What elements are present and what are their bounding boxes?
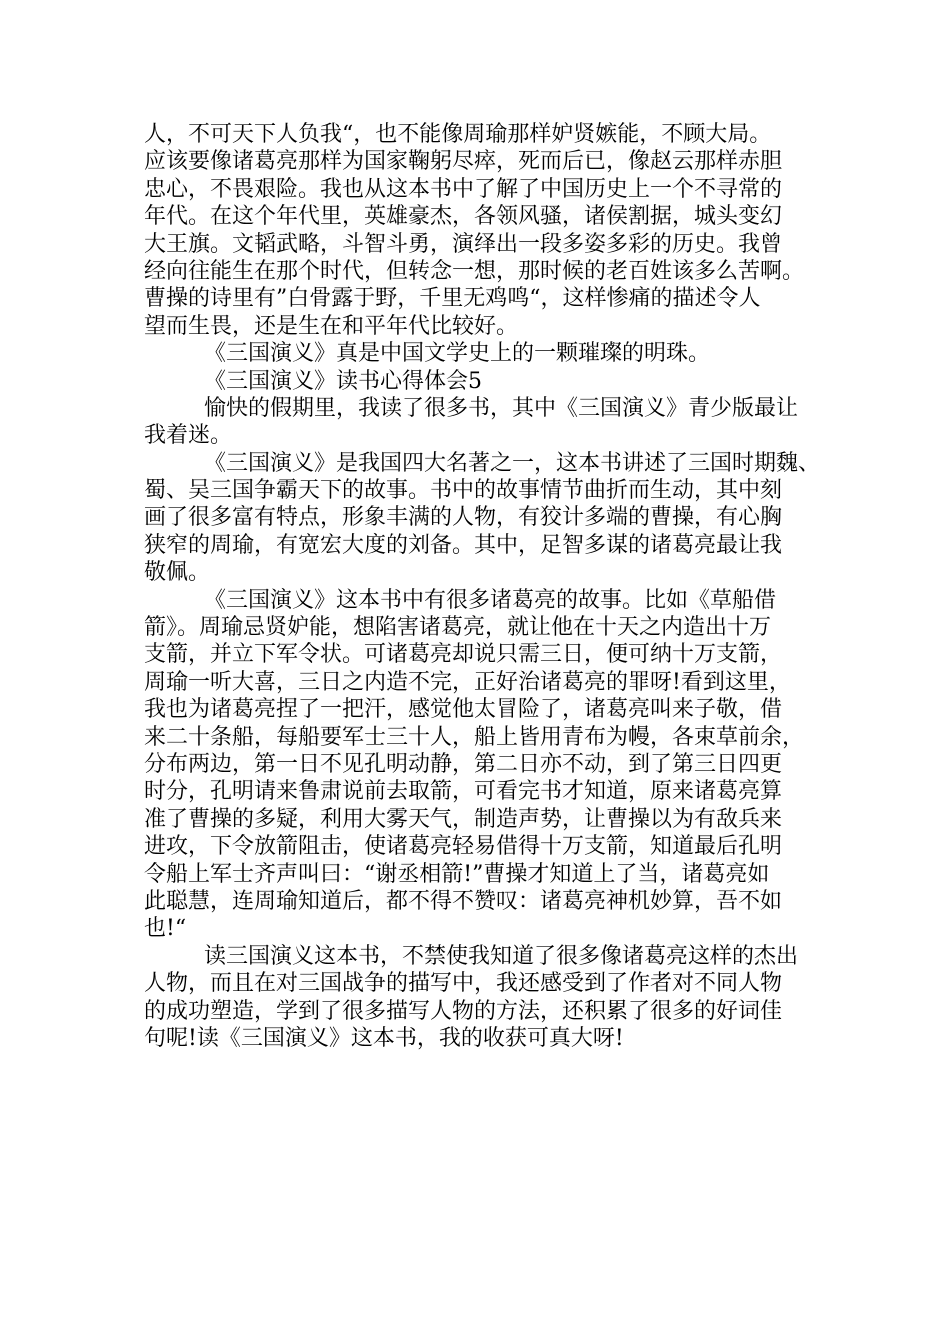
text-line: 进攻，下令放箭阻击，使诸葛亮轻易借得十万支箭，知道最后孔明: [144, 834, 783, 860]
text-line: 令船上军士齐声叫曰：“谢丞相箭!”曹操才知道上了当，诸葛亮如: [144, 861, 770, 887]
text-line: 望而生畏，还是生在和平年代比较好。: [144, 313, 519, 339]
text-line: 也!“: [144, 916, 187, 942]
text-line: 敬佩。: [144, 560, 211, 586]
text-line: 准了曹操的多疑，利用大雾天气，制造声势，让曹操以为有敌兵来: [144, 806, 783, 832]
text-line: 我也为诸葛亮捏了一把汗，感觉他太冒险了，诸葛亮叫来子敬，借: [144, 697, 783, 723]
text-line: 我着迷。: [144, 423, 233, 449]
paragraph: [144, 395, 834, 450]
paragraph: [144, 340, 834, 367]
text-line: 《三国演义》这本书中有很多诸葛亮的故事。比如《草船借: [204, 587, 777, 613]
text-line: 忠心，不畏艰险。我也从这本书中了解了中国历史上一个不寻常的: [144, 176, 783, 202]
text-line: 狭窄的周瑜，有宽宏大度的刘备。其中，足智多谋的诸葛亮最让我: [144, 532, 783, 558]
document-body: [144, 121, 834, 1052]
text-line: 箭》。周瑜忌贤妒能，想陷害诸葛亮，就让他在十天之内造出十万: [144, 615, 772, 641]
text-line: 来二十条船，每船要军士三十人，船上皆用青布为幔，各束草前余，: [144, 724, 805, 750]
text-line: 曹操的诗里有”白骨露于野，千里无鸡鸣“，这样惨痛的描述令人: [144, 286, 761, 312]
paragraph: [144, 943, 834, 1053]
paragraph: [144, 587, 834, 943]
paragraph: [144, 121, 834, 340]
text-line: 周瑜一听大喜，三日之内造不完，正好治诸葛亮的罪呀!看到这里，: [144, 669, 791, 695]
text-line: 支箭，并立下军令状。可诸葛亮却说只需三日，便可纳十万支箭，: [144, 642, 783, 668]
text-line: 的成功塑造，学到了很多描写人物的方法，还积累了很多的好词佳: [144, 998, 783, 1024]
text-line: 人，不可天下人负我“，也不能像周瑜那样妒贤嫉能，不顾大局。: [144, 122, 772, 147]
text-line: 愉快的假期里，我读了很多书，其中《三国演义》青少版最让: [204, 395, 799, 421]
text-line: 分布两边，第一日不见孔明动静，第二日亦不动，到了第三日四更: [144, 751, 783, 777]
text-line: 大王旗。文韬武略，斗智斗勇，演绎出一段多姿多彩的历史。我曾: [144, 231, 783, 257]
text-line: 此聪慧，连周瑜知道后，都不得不赞叹：诸葛亮神机妙算，吾不如: [144, 888, 783, 914]
text-line: 《三国演义》读书心得体会5: [204, 368, 482, 394]
text-line: 《三国演义》真是中国文学史上的一颗璀璨的明珠。: [204, 341, 711, 367]
text-line: 《三国演义》是我国四大名著之一，这本书讲述了三国时期魏、: [204, 450, 821, 476]
text-line: 应该要像诸葛亮那样为国家鞠躬尽瘁，死而后已，像赵云那样赤胆: [144, 149, 783, 175]
text-line: 时分，孔明请来鲁肃说前去取箭，可看完书才知道，原来诸葛亮算: [144, 779, 783, 805]
text-line: 经向往能生在那个时代，但转念一想，那时候的老百姓该多么苦啊。: [144, 258, 805, 284]
text-line: 读三国演义这本书，不禁使我知道了很多像诸葛亮这样的杰出: [204, 943, 799, 969]
text-line: 年代。在这个年代里，英雄豪杰，各领风骚，诸侯割据，城头变幻: [144, 204, 783, 230]
text-line: 人物，而且在对三国战争的描写中，我还感受到了作者对不同人物: [144, 971, 783, 997]
text-line: 蜀、吴三国争霸天下的故事。书中的故事情节曲折而生动，其中刻: [144, 478, 783, 504]
text-line: 画了很多富有特点，形象丰满的人物，有狡计多端的曹操，有心胸: [144, 505, 783, 531]
paragraph: [144, 368, 834, 395]
text-line: 句呢!读《三国演义》这本书，我的收获可真大呀!: [144, 1025, 624, 1051]
paragraph: [144, 450, 834, 587]
